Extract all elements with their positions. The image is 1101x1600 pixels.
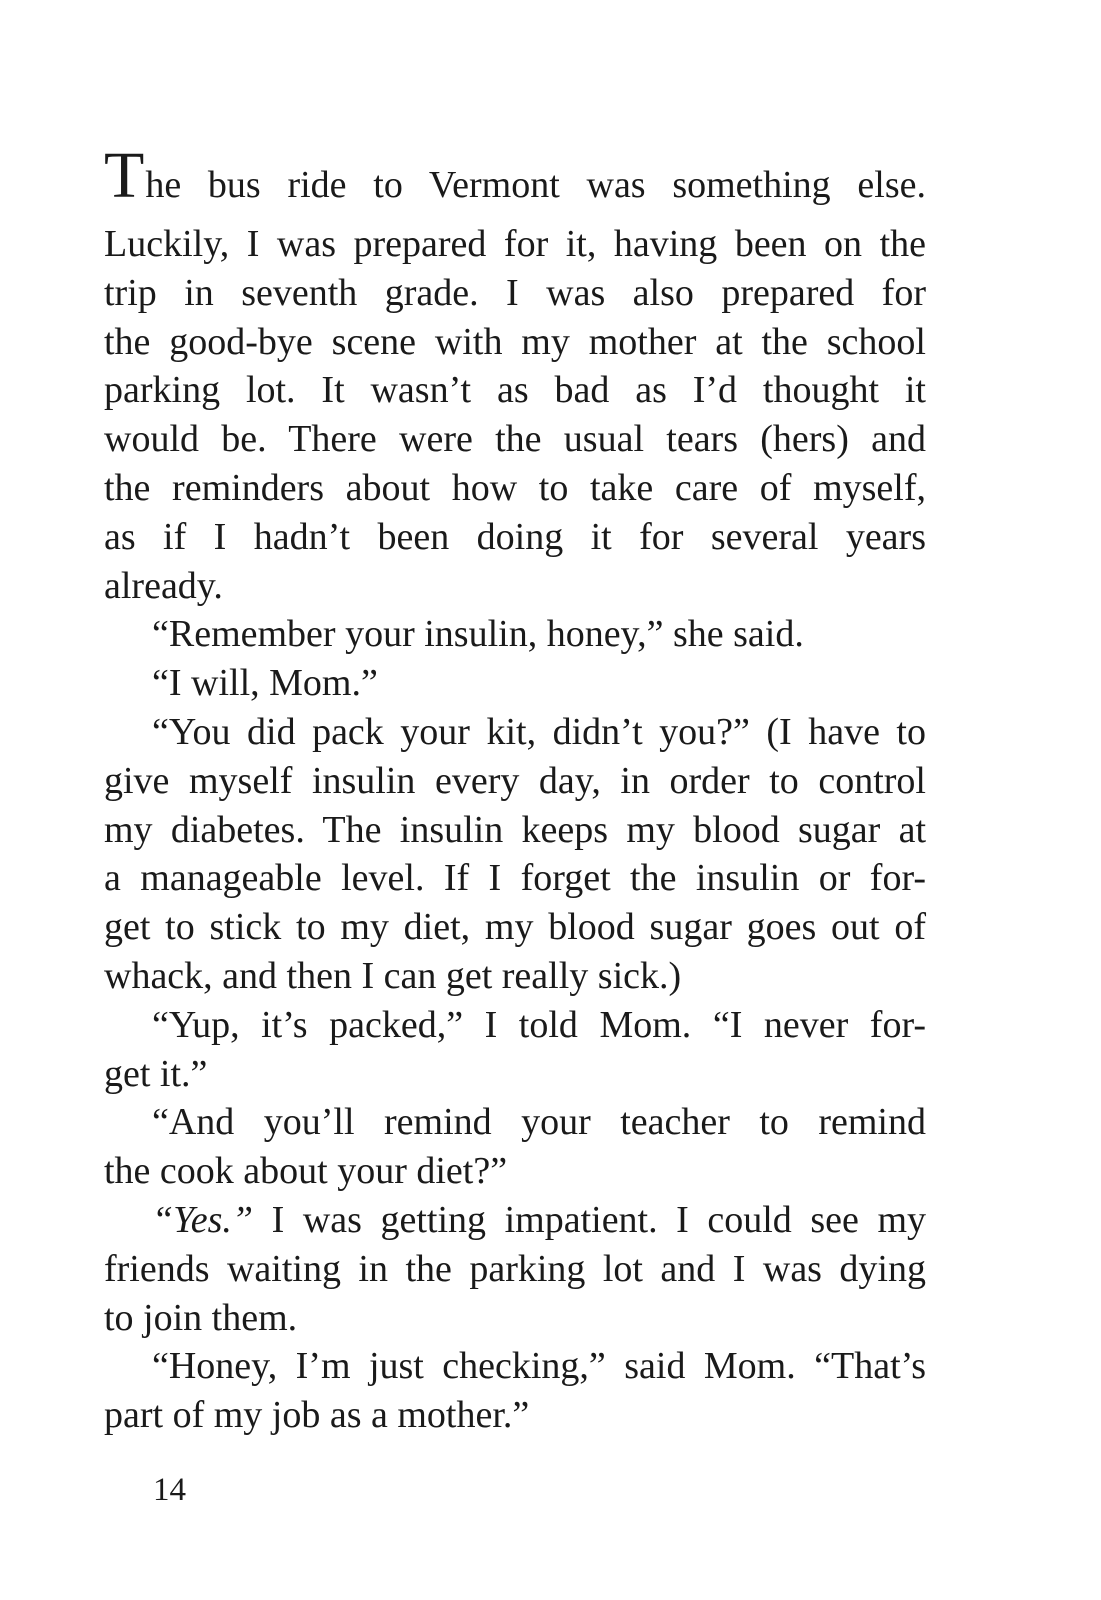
text-line: get it.” [104, 1052, 208, 1095]
text-line: give myself insulin every day, in order to control [104, 759, 926, 802]
text-line: as if I hadn’t been doing it for several years [104, 515, 926, 558]
book-page-text [104, 139, 926, 1440]
text-line: “And you’ll remind your teacher to remind [152, 1101, 926, 1144]
text-line [104, 1196, 926, 1245]
text-line: the good-bye scene with my mother at the school [104, 320, 926, 363]
text-line: to join them. [104, 1296, 298, 1339]
text-line: the reminders about how to take care of myself, [104, 466, 926, 509]
text-line: parking lot. It wasn’t as bad as I’d thought it [104, 369, 926, 412]
text-line: a manageable level. If I forget the insulin or for- [104, 857, 926, 900]
text-line: Luckily, I was prepared for it, having been on the [104, 223, 926, 265]
line-text: I was getting impatient. I could see my [253, 1198, 926, 1241]
text-line: the cook about your diet?” [104, 1150, 508, 1193]
italic-text: “Yes.” [152, 1198, 254, 1241]
text-line: part of my job as a mother.” [104, 1394, 530, 1437]
text-line: “Honey, I’m just checking,” said Mom. “That’s [152, 1345, 926, 1388]
drop-cap: T [104, 139, 145, 212]
page-number: 14 [153, 1472, 186, 1508]
line-text: he bus ride to Vermont was something else. [145, 164, 926, 206]
text-line: “Yup, it’s packed,” I told Mom. “I never for- [152, 1003, 926, 1046]
text-line: “I will, Mom.” [152, 662, 378, 705]
text-line: get to stick to my diet, my blood sugar goes out of [104, 906, 926, 949]
text-line: whack, and then I can get really sick.) [104, 954, 682, 997]
text-line: “Remember your insulin, honey,” she said. [152, 613, 804, 656]
text-line: my diabetes. The insulin keeps my blood sugar at [104, 808, 926, 851]
text-line: trip in seventh grade. I was also prepared for [104, 271, 926, 314]
text-line [104, 139, 926, 220]
text-line: friends waiting in the parking lot and I was dying [104, 1247, 926, 1290]
text-line: “You did pack your kit, didn’t you?” (I have to [152, 710, 926, 753]
text-line: already. [104, 564, 223, 607]
text-line: would be. There were the usual tears (hers) and [104, 418, 926, 461]
